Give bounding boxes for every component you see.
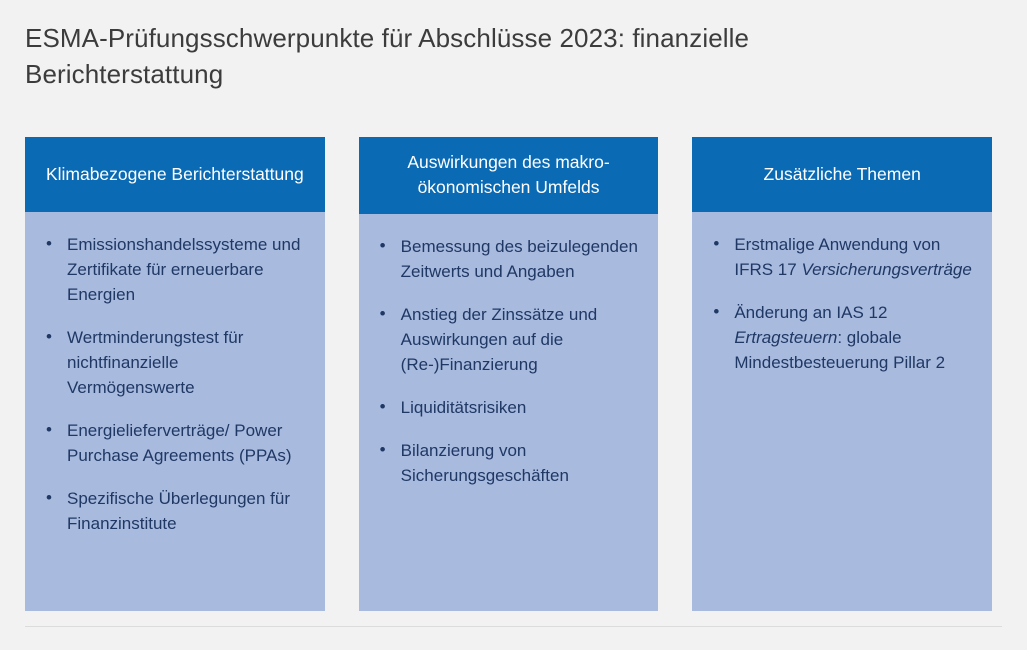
list-item-text: Liquiditätsrisiken [400,398,527,417]
bullet-list-1 [41,232,309,536]
list-item [375,438,643,488]
list-item-text: Erstmalige Anwendung von IFRS 17 [734,235,941,279]
list-item-text-suffix: : globale Mindestbesteuerung Pillar 2 [734,328,946,372]
column-header-2 [359,137,659,214]
list-item-text: Bemessung des beizulegenden Zeitwerts und Angaben [400,237,638,281]
list-item-text: Emissionshandelssysteme und Zertifikate für erneuerbare Energien [67,235,301,304]
list-item-text: Anstieg der Zinssätze und Auswirkungen auf die (Re-)Finanzierung [400,305,598,374]
bullet-list-3 [708,232,976,375]
bottom-divider [25,626,1002,627]
list-item-emphasis: Versicherungsverträge [801,260,972,279]
column-body-3 [692,212,992,611]
list-item [708,300,976,375]
column-card-2 [359,137,659,611]
list-item-text: Wertminderungstest für nichtfinanzielle Vermögenswerte [67,328,244,397]
list-item [41,486,309,536]
list-item [375,234,643,284]
column-card-1 [25,137,325,611]
list-item-text: Änderung an IAS 12 [734,303,888,322]
list-item [41,418,309,468]
column-body-1 [25,212,325,611]
page-title: ESMA-Prüfungsschwerpunkte für Abschlüsse 2023: finanzielle Berichterstattung [25,23,750,89]
column-card-3 [692,137,992,611]
bullet-list-2 [375,234,643,488]
list-item-text: Energielieferverträge/ Power Purchase Agreements (PPAs) [67,421,292,465]
list-item-text: Spezifische Überlegungen für Finanzinstitute [67,489,291,533]
column-header-label-1: Klimabezogene Berichterstattung [45,163,304,184]
column-body-2 [359,214,659,611]
column-header-1 [25,137,325,212]
column-header-3 [692,137,992,212]
columns-container [25,137,992,611]
list-item [41,325,309,400]
column-header-label-3: Zusätzliche Themen [763,163,921,184]
list-item-text: Bilanzierung von Sicherungsgeschäften [400,441,569,485]
column-header-label-2: Auswirkungen des makro-ökonomischen Umfelds [407,152,610,197]
list-item [708,232,976,282]
list-item [375,395,643,420]
list-item [375,302,643,377]
list-item-emphasis: Ertragsteuern [734,328,838,347]
list-item [41,232,309,307]
